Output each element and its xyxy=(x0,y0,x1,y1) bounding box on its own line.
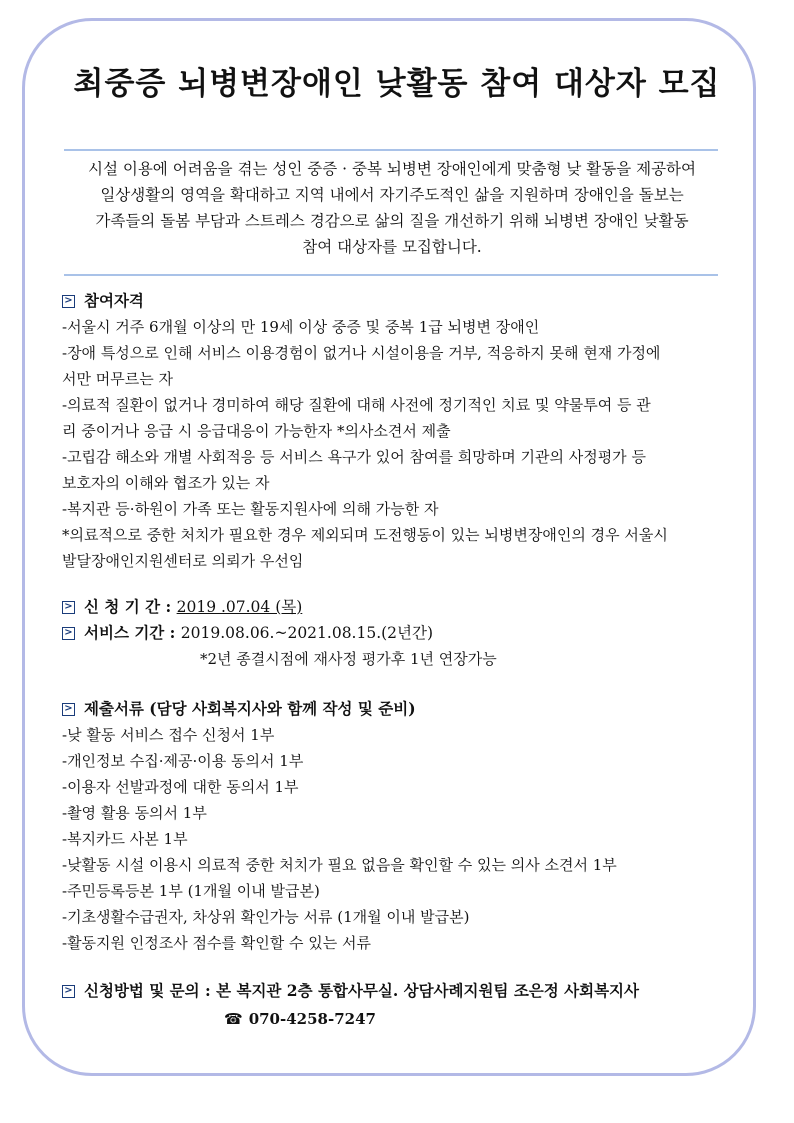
intro-line: 참여 대상자를 모집합니다. xyxy=(302,238,482,256)
eligibility-header xyxy=(62,288,732,314)
intro-line: 가족들의 돌봄 부담과 스트레스 경감으로 삶의 질을 개선하기 위해 뇌병변 장애인 낮활동 xyxy=(95,212,689,230)
documents-header xyxy=(62,696,732,722)
document-item: -개인정보 수집·제공·이용 동의서 1부 xyxy=(62,752,304,770)
eligibility-title: 참여자격 xyxy=(84,291,144,310)
eligibility-line: 리 중이거나 응급 시 응급대응이 가능한자 *의사소견서 제출 xyxy=(62,422,451,440)
documents-title: 제출서류 (담당 사회복지사와 함께 작성 및 준비) xyxy=(84,699,416,718)
document-item: -낮활동 시설 이용시 의료적 중한 처치가 필요 없음을 확인할 수 있는 의사 소견서 1부 xyxy=(62,856,617,874)
eligibility-line: -고립감 해소와 개별 사회적응 등 서비스 욕구가 있어 참여를 희망하며 기관의 사정평가 등 xyxy=(62,448,646,466)
service-period-value: 2019.08.06.~2021.08.15.(2년간) xyxy=(180,624,434,642)
eligibility-line: -서울시 거주 6개월 이상의 만 19세 이상 중증 및 중복 1급 뇌병변 장애인 xyxy=(62,318,540,336)
document-item: -촬영 활용 동의서 1부 xyxy=(62,804,207,822)
eligibility-line: 발달장애인지원센터로 의뢰가 우선임 xyxy=(62,552,304,570)
service-period-label: 서비스 기간 : xyxy=(84,623,176,642)
eligibility-line: -의료적 질환이 없거나 경미하여 해당 질환에 대해 사전에 정기적인 치료 및 약물투여 등 관 xyxy=(62,396,651,414)
document-item: -주민등록등본 1부 (1개월 이내 발급본) xyxy=(62,882,320,900)
bottom-divider xyxy=(64,274,718,276)
eligibility-line: -복지관 등·하원이 가족 또는 활동지원사에 의해 가능한 자 xyxy=(62,500,439,518)
top-divider xyxy=(64,149,718,151)
intro-line: 시설 이용에 어려움을 겪는 성인 중증 · 중복 뇌병변 장애인에게 맞춤형 낮 활동을 제공하여 xyxy=(87,160,696,178)
chevron-box-icon: > xyxy=(62,601,75,614)
apply-period-value: 2019 .07.04 (목) xyxy=(176,598,303,616)
documents-section xyxy=(62,696,732,956)
eligibility-line: 보호자의 이해와 협조가 있는 자 xyxy=(62,474,270,492)
contact-text: 신청방법 및 문의 : 본 복지관 2층 통합사무실. 상담사례지원팀 조은정 사회복지사 xyxy=(84,981,640,1000)
chevron-box-icon: > xyxy=(62,985,75,998)
page-title: 최중증 뇌병변장애인 낮활동 참여 대상자 모집 xyxy=(73,66,721,102)
eligibility-line: -장애 특성으로 인해 서비스 이용경험이 없거나 시설이용을 거부, 적응하지 못해 현재 가정에 xyxy=(62,344,661,362)
apply-period-row xyxy=(62,594,732,620)
document-item: -낮 활동 서비스 접수 신청서 1부 xyxy=(62,726,275,744)
contact-phone: 070-4258-7247 xyxy=(248,1010,376,1028)
eligibility-line: *의료적으로 중한 처치가 필요한 경우 제외되며 도전행동이 있는 뇌병변장애인의 경우 서울시 xyxy=(62,526,668,544)
service-period-note: *2년 종결시점에 재사정 평가후 1년 연장가능 xyxy=(200,650,497,668)
chevron-box-icon: > xyxy=(62,627,75,640)
contact-section xyxy=(62,978,732,1032)
eligibility-section xyxy=(62,288,732,574)
document-item: -이용자 선발과정에 대한 동의서 1부 xyxy=(62,778,299,796)
chevron-box-icon: > xyxy=(62,295,75,308)
service-period-row xyxy=(62,620,732,646)
chevron-box-icon: > xyxy=(62,703,75,716)
intro-line: 일상생활의 영역을 확대하고 지역 내에서 자기주도적인 삶을 지원하며 장애인을 돌보는 xyxy=(100,186,684,204)
contact-phone-row xyxy=(62,1006,732,1032)
intro-paragraph xyxy=(60,156,724,260)
contact-row xyxy=(62,978,732,1004)
eligibility-line: 서만 머무르는 자 xyxy=(62,370,173,388)
document-item: -활동지원 인정조사 점수를 확인할 수 있는 서류 xyxy=(62,934,371,952)
phone-icon: ☎ xyxy=(224,1010,243,1028)
document-item: -기초생활수급권자, 차상위 확인가능 서류 (1개월 이내 발급본) xyxy=(62,908,470,926)
apply-period-label: 신 청 기 간 : xyxy=(84,597,172,616)
document-item: -복지카드 사본 1부 xyxy=(62,830,188,848)
period-section xyxy=(62,594,732,672)
